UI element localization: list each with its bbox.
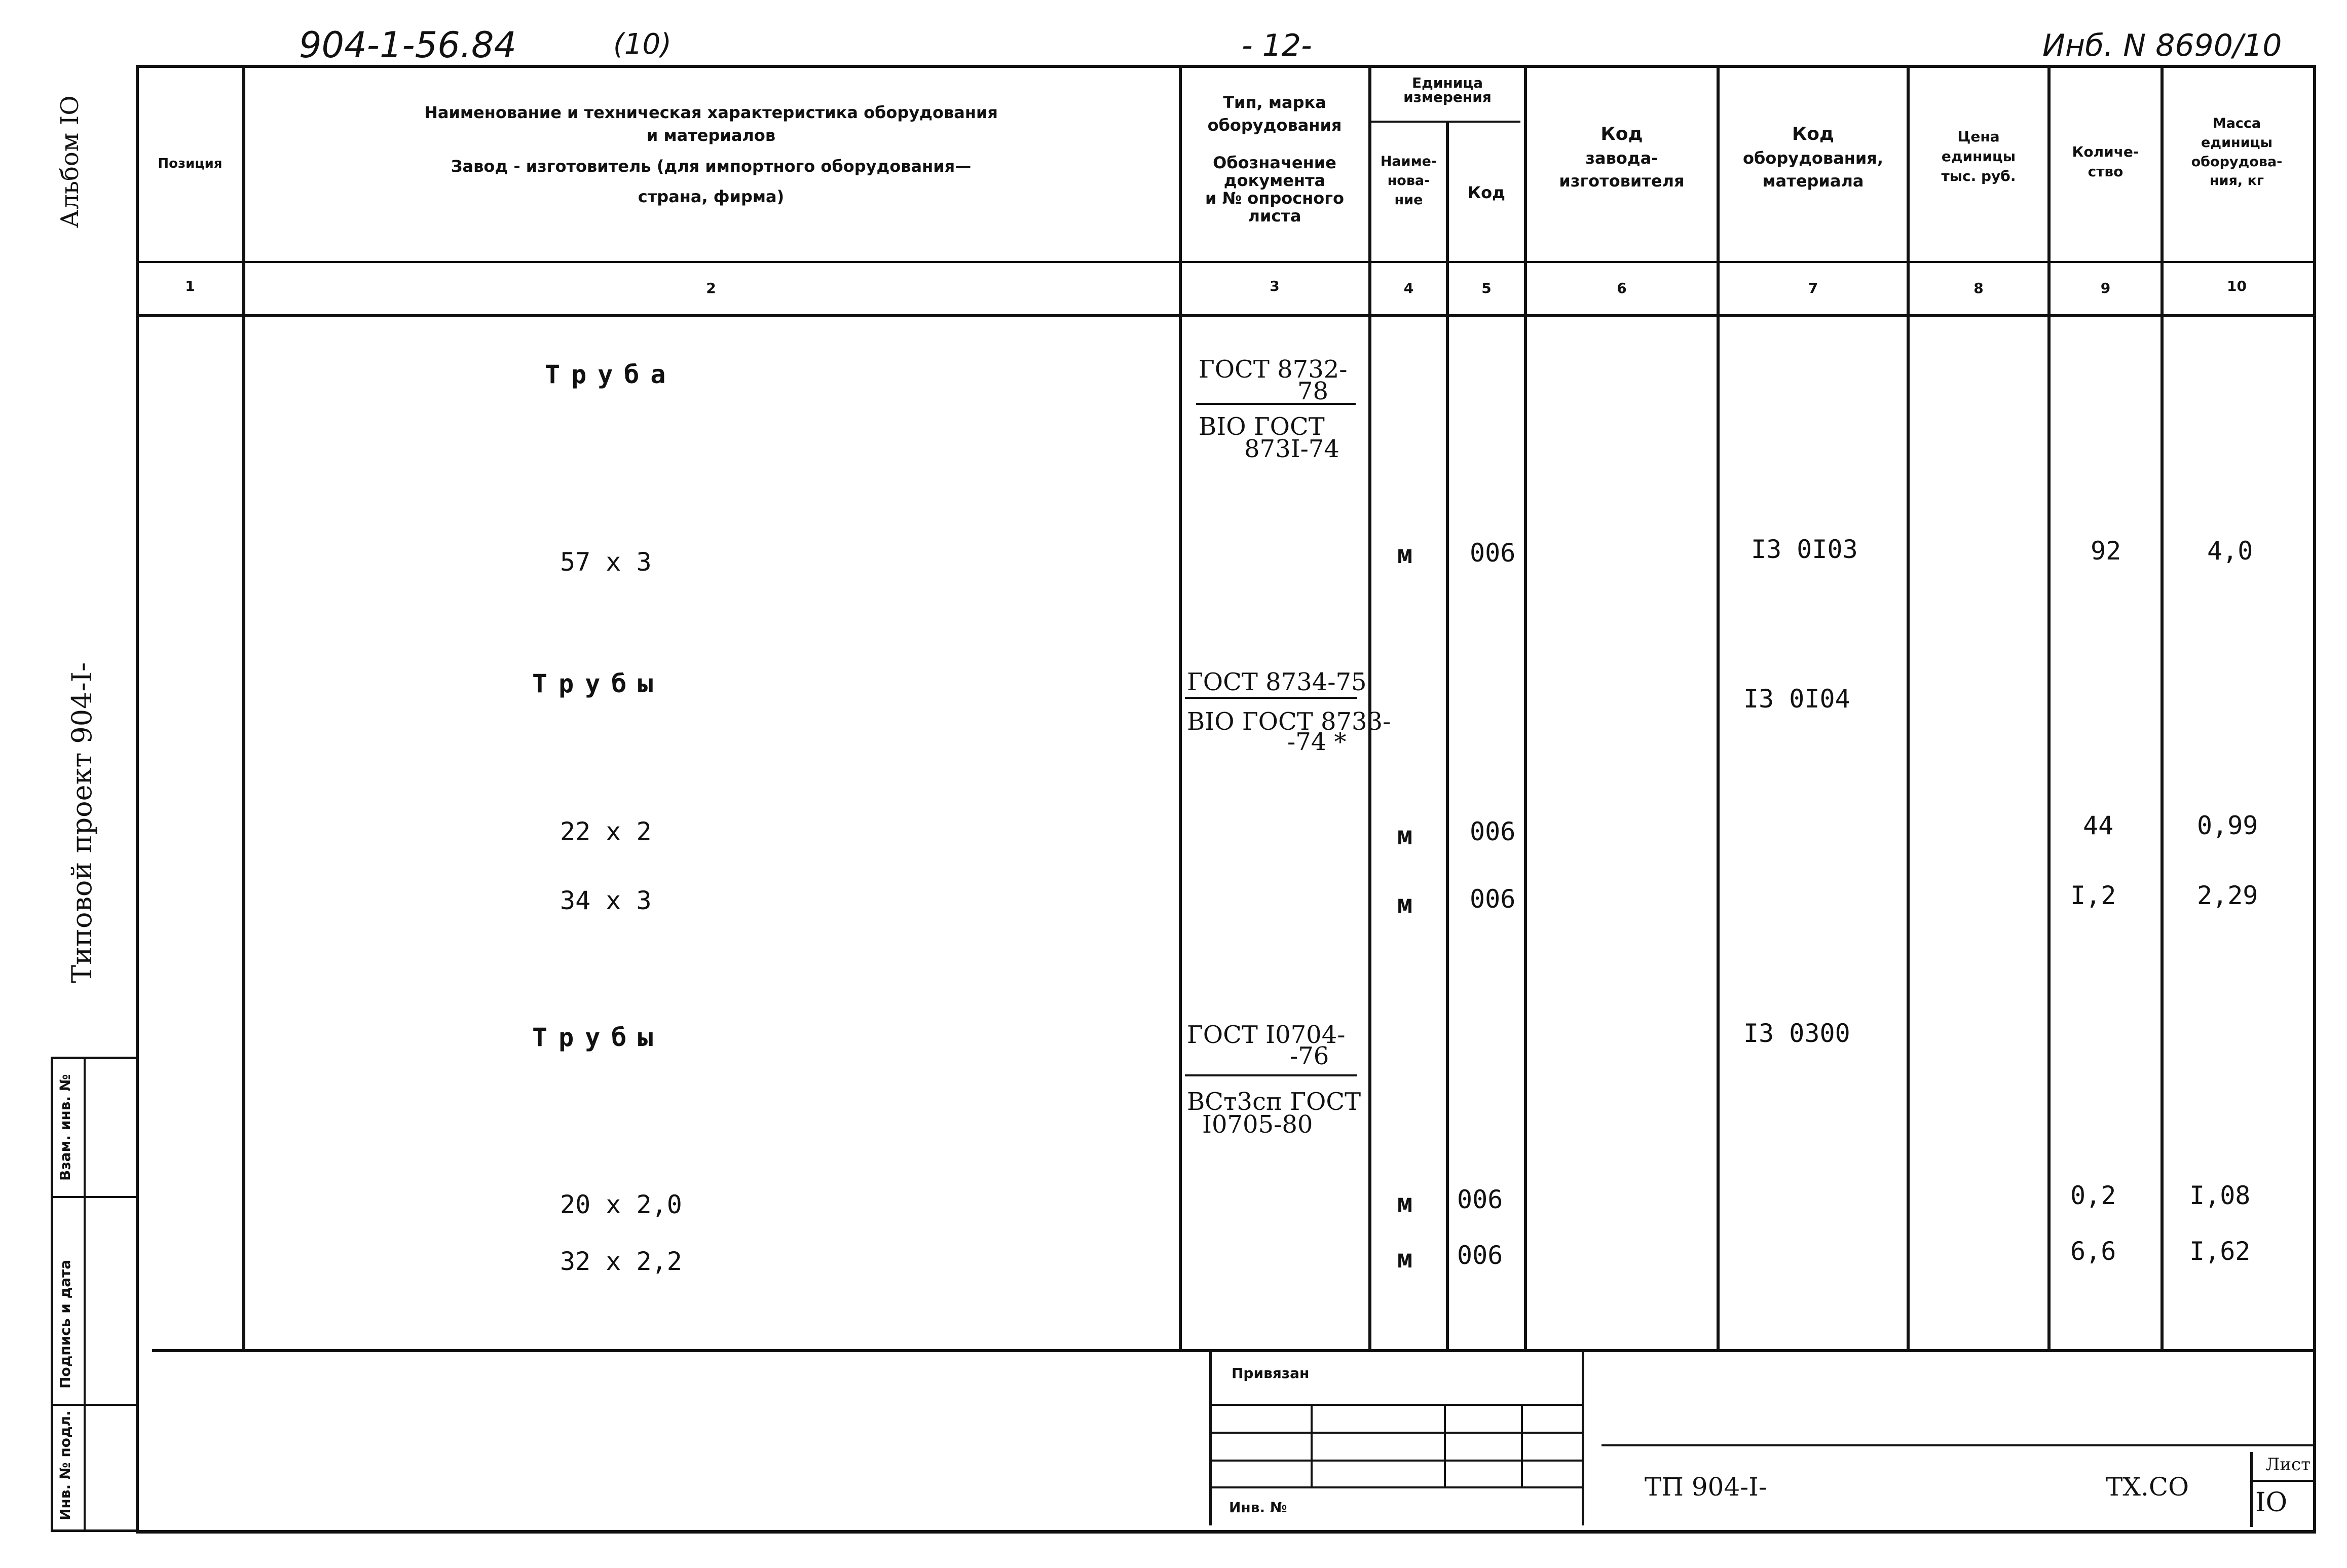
group-2-material: I3 0I04	[1743, 684, 1850, 714]
header-type-line3: Обозначение	[1213, 153, 1336, 172]
header-name-line1: Наименование и техническая характеристика оборудования	[424, 103, 998, 122]
col-line-8	[2047, 65, 2051, 1352]
unit-group-line	[1368, 121, 1520, 123]
row-32x2-name: 32 x 2,2	[560, 1247, 682, 1276]
gost-10705-line1: ВСт3сп ГОСТ	[1187, 1088, 1361, 1116]
header-quantity-line1: Количе-	[2072, 143, 2139, 160]
gost-10705-line2: I0705-80	[1202, 1110, 1313, 1139]
header-factory-code	[1527, 122, 1717, 193]
sheet-number: IO	[2255, 1487, 2288, 1518]
col-number-5: 5	[1481, 280, 1492, 296]
row-34x3-code: 006	[1470, 884, 1516, 914]
header-price-line2: единицы	[1941, 148, 2016, 165]
header-mass-line4: ния, кг	[2210, 173, 2264, 189]
header-type-line4: документа	[1223, 170, 1326, 190]
header-factory-code-line3: изготовителя	[1559, 171, 1685, 191]
row-22x2-qty: 44	[2083, 811, 2114, 840]
row-22x2-name: 22 x 2	[560, 817, 652, 846]
row-57x3-mass: 4,0	[2207, 536, 2253, 566]
project-code: ТП 904-I-	[1645, 1472, 1767, 1502]
col-number-4: 4	[1403, 280, 1414, 296]
header-unit-name-line2: нова-	[1387, 172, 1430, 189]
gost-10704-line1: ГОСТ I0704-	[1187, 1021, 1346, 1049]
header-material-code-line1: Код	[1792, 124, 1835, 144]
gost-divider-3	[1185, 1074, 1357, 1076]
header-mass-line1: Масса	[2212, 116, 2261, 131]
title-block-divider	[1601, 1444, 2313, 1446]
header-unit-name-line1: Наиме-	[1380, 154, 1437, 169]
stamp-original-inv: Инв. № подл.	[57, 1410, 73, 1520]
col-number-9: 9	[2100, 280, 2111, 296]
row-57x3-unit: м	[1397, 540, 1413, 569]
row-34x3-name: 34 x 3	[560, 886, 652, 915]
header-type-line1: Тип, марка	[1223, 93, 1326, 112]
row-20x2-code: 006	[1457, 1185, 1503, 1214]
stamp-signature-date: Подпись и дата	[57, 1259, 73, 1389]
row-34x3-mass: 2,29	[2197, 881, 2258, 910]
row-32x2-mass: I,62	[2189, 1237, 2251, 1266]
header-material-code-line3: материала	[1762, 171, 1864, 191]
gost-divider-2	[1185, 697, 1357, 699]
numbers-bottom-line	[136, 314, 2313, 317]
col-number-1: 1	[185, 278, 195, 294]
row-22x2-unit: м	[1397, 821, 1413, 850]
header-name	[243, 101, 1179, 208]
group-name-truba: Труба	[545, 360, 677, 389]
gost-8733-line1: BIO ГОСТ 8733-	[1187, 707, 1391, 736]
header-material-code	[1720, 122, 1907, 193]
header-material-code-line2: оборудования,	[1743, 148, 1883, 168]
header-bottom-line	[136, 261, 2313, 263]
col-line-1	[242, 65, 245, 1352]
col-line-4	[1446, 121, 1449, 1352]
row-34x3-unit: м	[1397, 889, 1413, 919]
header-unit-name-line3: ние	[1394, 192, 1423, 208]
gost-8731-line2: 873I-74	[1244, 435, 1339, 463]
header-mass-line3: оборудова-	[2191, 154, 2283, 170]
header-price-line1: Цена	[1957, 128, 2000, 145]
header-name-line3: Завод - изготовитель (для импортного оборудования—	[451, 156, 972, 176]
inv-label: Инв. №	[1229, 1499, 1287, 1516]
header-name-line4: страна, фирма)	[638, 187, 785, 207]
gost-8732-line2: 78	[1297, 377, 1329, 405]
gost-8731-line1: BIO ГОСТ	[1199, 413, 1325, 441]
row-57x3-name: 57 x 3	[560, 547, 652, 577]
project-label: Типовой проект 904-I-	[66, 662, 98, 983]
row-34x3-qty: I,2	[2070, 881, 2116, 910]
col-line-7	[1907, 65, 1910, 1352]
col-line-5	[1524, 65, 1527, 1352]
header-position: Позиция	[158, 156, 222, 171]
row-20x2-mass: I,08	[2189, 1181, 2251, 1210]
col-number-10: 10	[2227, 278, 2247, 294]
header-name-line2: и материалов	[646, 125, 776, 145]
row-32x2-code: 006	[1457, 1241, 1503, 1270]
header-unit-code: Код	[1468, 183, 1505, 202]
col-number-6: 6	[1617, 280, 1627, 296]
col-number-3: 3	[1270, 278, 1280, 294]
header-price-line3: тыс. руб.	[1941, 168, 2016, 185]
col-number-8: 8	[1973, 280, 1984, 296]
header-unit-name	[1371, 152, 1446, 209]
row-32x2-qty: 6,6	[2070, 1237, 2116, 1266]
row-57x3-material: I3 0I03	[1751, 535, 1858, 564]
doc-mark: ТХ.СО	[2106, 1472, 2189, 1502]
row-20x2-qty: 0,2	[2070, 1181, 2116, 1210]
row-32x2-unit: м	[1397, 1244, 1413, 1274]
group-name-truby-1: Трубы	[532, 669, 664, 698]
album-label: Альбом IO	[56, 95, 84, 228]
header-type-line2: оборудования	[1207, 115, 1342, 135]
col-number-7: 7	[1808, 280, 1818, 296]
header-factory-code-line1: Код	[1600, 124, 1643, 144]
header-mass	[2164, 114, 2310, 191]
header-quantity	[2051, 142, 2160, 181]
row-22x2-mass: 0,99	[2197, 811, 2258, 840]
row-57x3-qty: 92	[2091, 536, 2121, 566]
row-57x3-code: 006	[1470, 538, 1516, 568]
header-price	[1910, 127, 2047, 186]
doc-code: 904-1-56.84	[299, 24, 517, 66]
col-line-2	[1179, 65, 1182, 1352]
col-number-2: 2	[706, 280, 716, 296]
row-20x2-name: 20 x 2,0	[560, 1190, 682, 1219]
gost-8734: ГОСТ 8734-75	[1187, 668, 1367, 696]
header-type	[1181, 91, 1368, 225]
bound-label: Привязан	[1232, 1365, 1310, 1382]
volume-number: (10)	[613, 28, 672, 61]
gost-divider-1	[1196, 403, 1356, 405]
stamp-replaced-inv: Взам. инв. №	[57, 1074, 73, 1181]
header-unit-group: Единица измерения	[1403, 74, 1492, 105]
col-line-6	[1717, 65, 1720, 1352]
gost-8732-line1: ГОСТ 8732-	[1199, 355, 1348, 384]
header-type-line5: и № опросного	[1205, 188, 1344, 208]
gost-8733-line2: -74 *	[1287, 728, 1347, 756]
row-22x2-code: 006	[1470, 817, 1516, 846]
gost-10704-line2: -76	[1290, 1042, 1329, 1070]
group-3-material: I3 0300	[1743, 1019, 1850, 1048]
col-line-9	[2160, 65, 2164, 1352]
header-mass-line2: единицы	[2201, 134, 2273, 151]
inventory-number: Инб. N 8690/10	[2042, 28, 2282, 63]
row-20x2-unit: м	[1397, 1188, 1413, 1218]
header-factory-code-line2: завода-	[1585, 148, 1658, 168]
header-type-line6: листа	[1248, 206, 1301, 226]
sheet-label: Лист	[2265, 1454, 2311, 1475]
group-name-truby-2: Трубы	[532, 1023, 664, 1052]
header-quantity-line2: ство	[2088, 163, 2124, 180]
page-number: - 12-	[1242, 28, 1312, 63]
